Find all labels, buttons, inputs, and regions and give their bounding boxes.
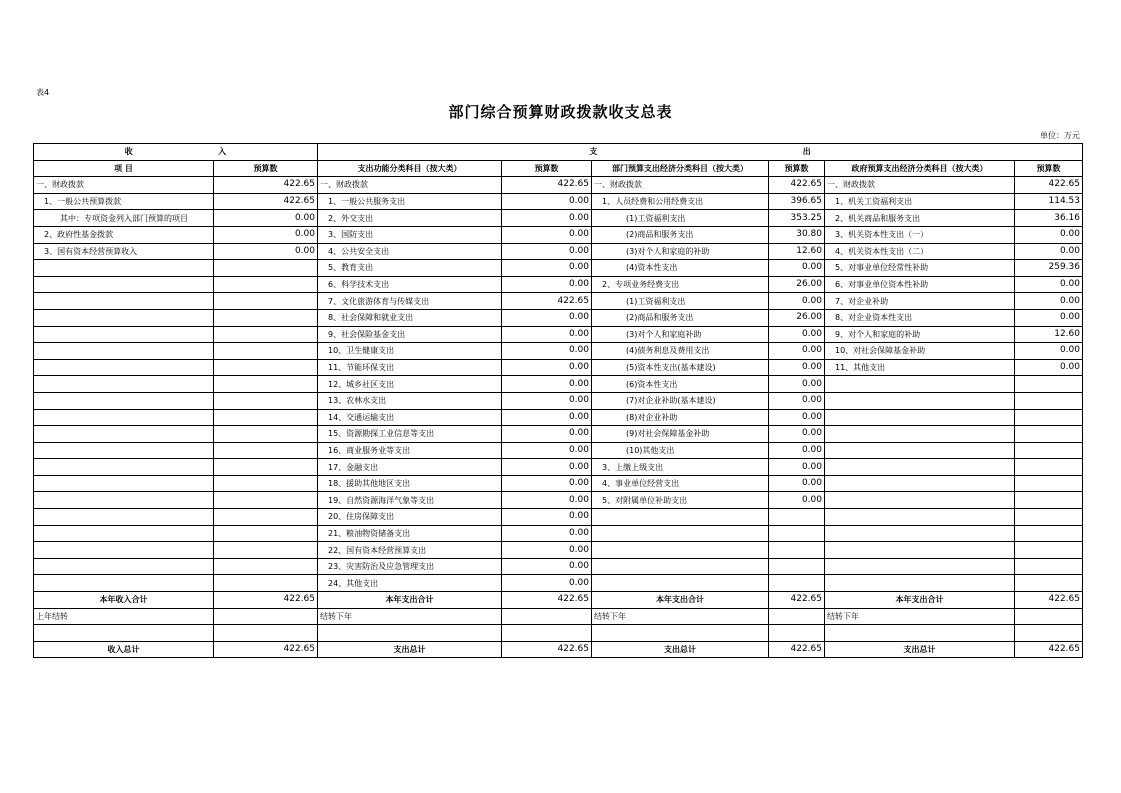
dept-econ-item: 3、上缴上级支出 [592,459,769,476]
dept-econ-item: (9)对社会保障基金补助 [592,426,769,443]
gov-econ-value: 36.16 [1015,210,1083,227]
gov-econ-item: 10、对社会保障基金补助 [825,343,1015,360]
blank-cell [502,625,592,642]
dept-econ-value: 0.00 [769,392,825,409]
gov-econ-item: 1、机关工资福利支出 [825,193,1015,210]
income-item [34,475,214,492]
gov-econ-item [825,558,1015,575]
dept-econ-value: 0.00 [769,409,825,426]
dept-econ-item [592,575,769,592]
dept-econ-value [769,525,825,542]
column-header-row [34,160,1083,177]
dept-econ-value: 30.80 [769,226,825,243]
gov-econ-value [1015,575,1083,592]
expense-total-label-3: 本年支出合计 [825,592,1015,609]
blank-cell [769,625,825,642]
gov-econ-value [1015,459,1083,476]
dept-econ-value: 0.00 [769,359,825,376]
income-item [34,260,214,277]
gov-econ-item [825,376,1015,393]
dept-econ-item: (2)商品和服务支出 [592,309,769,326]
expense-grand-label-1: 支出总计 [318,641,502,658]
gov-econ-value: 0.00 [1015,243,1083,260]
income-item [34,359,214,376]
expense-total-value-1: 422.65 [502,592,592,609]
dept-econ-item: (3)对个人和家庭补助 [592,326,769,343]
table-row [34,558,1083,575]
dept-econ-item [592,525,769,542]
table-row [34,359,1083,376]
dept-econ-value: 396.65 [769,193,825,210]
expense-char-2: 出 [802,147,811,157]
function-item: 21、粮油物资储备支出 [318,525,502,542]
gov-econ-item [825,542,1015,559]
table-row [34,575,1083,592]
gov-econ-item [825,509,1015,526]
function-value: 0.00 [502,475,592,492]
col-budget-header-3: 预算数 [769,160,825,177]
function-item: 3、国防支出 [318,226,502,243]
table-row [34,509,1083,526]
function-item: 1、一般公共服务支出 [318,193,502,210]
income-item [34,558,214,575]
income-item [34,426,214,443]
income-value [214,558,318,575]
function-value: 0.00 [502,376,592,393]
income-value: 422.65 [214,177,318,194]
function-value: 422.65 [502,293,592,310]
dept-econ-value: 422.65 [769,177,825,194]
income-item: 其中：专项资金列入部门预算的项目 [34,210,214,227]
dept-econ-value: 12.60 [769,243,825,260]
next-year-carry-label-2: 结转下年 [592,608,769,625]
annual-total-row [34,592,1083,609]
function-item: 16、商业服务业等支出 [318,442,502,459]
table-row [34,542,1083,559]
table-row [34,459,1083,476]
income-section-header [34,144,318,161]
income-item [34,376,214,393]
table-number: 表4 [36,88,50,97]
gov-econ-value [1015,409,1083,426]
dept-econ-value [769,542,825,559]
table-row [34,309,1083,326]
gov-econ-value [1015,426,1083,443]
income-value: 0.00 [214,243,318,260]
function-item: 12、城乡社区支出 [318,376,502,393]
function-item: 17、金融支出 [318,459,502,476]
gov-econ-value [1015,442,1083,459]
dept-econ-value: 0.00 [769,459,825,476]
gov-econ-value: 0.00 [1015,309,1083,326]
blank-cell [825,625,1015,642]
function-item: 11、节能环保支出 [318,359,502,376]
income-value [214,426,318,443]
function-item: 9、社会保险基金支出 [318,326,502,343]
function-item: 19、自然资源海洋气象等支出 [318,492,502,509]
income-value [214,260,318,277]
expense-char-1: 支 [589,147,598,157]
section-header-row [34,144,1083,161]
table-row [34,409,1083,426]
unit-label: 单位：万元 [1040,131,1080,140]
dept-econ-item [592,509,769,526]
gov-econ-item [825,409,1015,426]
dept-econ-item: (2)商品和服务支出 [592,226,769,243]
income-item [34,509,214,526]
gov-econ-value: 0.00 [1015,276,1083,293]
table-row [34,226,1083,243]
income-value: 0.00 [214,226,318,243]
gov-econ-item [825,525,1015,542]
expense-total-value-2: 422.65 [769,592,825,609]
function-item: 4、公共安全支出 [318,243,502,260]
gov-econ-item [825,492,1015,509]
page-title: 部门综合预算财政拨款收支总表 [448,103,673,121]
income-item [34,326,214,343]
income-value [214,542,318,559]
gov-econ-value [1015,376,1083,393]
income-value [214,575,318,592]
carry-over-row [34,608,1083,625]
expense-total-label-1: 本年支出合计 [318,592,502,609]
gov-econ-item [825,459,1015,476]
function-value: 0.00 [502,459,592,476]
income-item [34,293,214,310]
blank-cell [34,625,214,642]
income-item: 2、政府性基金拨款 [34,226,214,243]
function-value: 0.00 [502,426,592,443]
last-year-carry-label: 上年结转 [34,608,214,625]
income-value [214,376,318,393]
dept-econ-value: 0.00 [769,442,825,459]
gov-econ-value: 114.53 [1015,193,1083,210]
dept-econ-item: 2、专项业务经费支出 [592,276,769,293]
income-item: 3、国有资本经营预算收入 [34,243,214,260]
income-value [214,392,318,409]
income-total-label: 本年收入合计 [34,592,214,609]
gov-econ-item [825,392,1015,409]
gov-econ-item: 8、对企业资本性支出 [825,309,1015,326]
table-row [34,243,1083,260]
col-budget-header-2: 预算数 [502,160,592,177]
income-value [214,359,318,376]
col-gov-econ-class-header: 政府预算支出经济分类科目（按大类） [825,160,1015,177]
col-budget-header-4: 预算数 [1015,160,1083,177]
gov-econ-item: 7、对企业补助 [825,293,1015,310]
table-row [34,426,1083,443]
income-value [214,326,318,343]
next-year-carry-label-1: 结转下年 [318,608,502,625]
table-row [34,326,1083,343]
gov-econ-value: 0.00 [1015,293,1083,310]
function-value: 0.00 [502,243,592,260]
income-value [214,442,318,459]
next-year-carry-value-2 [769,608,825,625]
dept-econ-item: (7)对企业补助(基本建设) [592,392,769,409]
function-value: 0.00 [502,260,592,277]
income-item [34,442,214,459]
dept-econ-item: 5、对附属单位补助支出 [592,492,769,509]
gov-econ-value [1015,492,1083,509]
income-item: 1、一般公共预算拨款 [34,193,214,210]
dept-econ-value: 26.00 [769,309,825,326]
function-item: 7、文化旅游体育与传媒支出 [318,293,502,310]
blank-cell [214,625,318,642]
gov-econ-value [1015,542,1083,559]
income-grand-value: 422.65 [214,641,318,658]
blank-cell [592,625,769,642]
gov-econ-item: 9、对个人和家庭的补助 [825,326,1015,343]
gov-econ-value: 259.36 [1015,260,1083,277]
gov-econ-value [1015,525,1083,542]
function-item: 8、社会保障和就业支出 [318,309,502,326]
dept-econ-value: 353.25 [769,210,825,227]
function-value: 0.00 [502,210,592,227]
dept-econ-value [769,558,825,575]
next-year-carry-label-3: 结转下年 [825,608,1015,625]
income-item [34,309,214,326]
income-value [214,459,318,476]
table-row [34,177,1083,194]
income-value [214,276,318,293]
function-value: 0.00 [502,442,592,459]
dept-econ-item: (5)资本性支出(基本建设) [592,359,769,376]
function-value: 0.00 [502,525,592,542]
gov-econ-value [1015,509,1083,526]
gov-econ-value [1015,558,1083,575]
dept-econ-item: (4)债务利息及费用支出 [592,343,769,360]
function-value: 0.00 [502,575,592,592]
table-row [34,343,1083,360]
function-item: 一、财政拨款 [318,177,502,194]
income-item [34,392,214,409]
dept-econ-value [769,509,825,526]
function-value: 0.00 [502,193,592,210]
function-item: 15、资源勘探工业信息等支出 [318,426,502,443]
function-value: 0.00 [502,276,592,293]
dept-econ-item: 1、人员经费和公用经费支出 [592,193,769,210]
col-budget-header-1: 预算数 [214,160,318,177]
income-item [34,542,214,559]
dept-econ-item: (4)资本性支出 [592,260,769,277]
income-total-value: 422.65 [214,592,318,609]
income-value [214,343,318,360]
function-value: 0.00 [502,409,592,426]
function-item: 22、国有资本经营预算支出 [318,542,502,559]
gov-econ-item: 5、对事业单位经常性补助 [825,260,1015,277]
gov-econ-item: 6、对事业单位资本性补助 [825,276,1015,293]
income-grand-label: 收入总计 [34,641,214,658]
table-row [34,492,1083,509]
dept-econ-item: 一、财政拨款 [592,177,769,194]
income-value [214,492,318,509]
dept-econ-item: (8)对企业补助 [592,409,769,426]
function-item: 2、外交支出 [318,210,502,227]
next-year-carry-value-3 [1015,608,1083,625]
gov-econ-item [825,426,1015,443]
expense-grand-value-2: 422.65 [769,641,825,658]
grand-total-row [34,641,1083,658]
income-value: 422.65 [214,193,318,210]
dept-econ-value: 0.00 [769,326,825,343]
dept-econ-item: 4、事业单位经营支出 [592,475,769,492]
dept-econ-value: 0.00 [769,376,825,393]
income-char-1: 收 [124,147,133,157]
function-item: 20、住房保障支出 [318,509,502,526]
expense-grand-value-1: 422.65 [502,641,592,658]
expense-section-header [318,144,1083,161]
income-item: 一、财政拨款 [34,177,214,194]
function-item: 24、其他支出 [318,575,502,592]
gov-econ-item [825,442,1015,459]
dept-econ-item: (6)资本性支出 [592,376,769,393]
table-row [34,376,1083,393]
gov-econ-item: 2、机关商品和服务支出 [825,210,1015,227]
col-dept-econ-class-header: 部门预算支出经济分类科目（按大类） [592,160,769,177]
dept-econ-item: (10)其他支出 [592,442,769,459]
gov-econ-value: 12.60 [1015,326,1083,343]
dept-econ-item: (1)工资福利支出 [592,293,769,310]
table-row [34,442,1083,459]
dept-econ-value: 0.00 [769,343,825,360]
income-char-2: 入 [218,147,227,157]
function-item: 13、农林水支出 [318,392,502,409]
function-item: 10、卫生健康支出 [318,343,502,360]
expense-grand-value-3: 422.65 [1015,641,1083,658]
dept-econ-item: (3)对个人和家庭的补助 [592,243,769,260]
function-value: 0.00 [502,509,592,526]
blank-cell [1015,625,1083,642]
table-row [34,193,1083,210]
table-row [34,260,1083,277]
gov-econ-item: 11、其他支出 [825,359,1015,376]
function-value: 0.00 [502,492,592,509]
income-item [34,276,214,293]
gov-econ-item [825,475,1015,492]
function-value: 0.00 [502,542,592,559]
income-item [34,525,214,542]
blank-row [34,625,1083,642]
function-value: 0.00 [502,326,592,343]
dept-econ-item [592,558,769,575]
income-item [34,343,214,360]
function-value: 422.65 [502,177,592,194]
function-value: 0.00 [502,359,592,376]
gov-econ-value: 0.00 [1015,359,1083,376]
function-item: 5、教育支出 [318,260,502,277]
dept-econ-value: 0.00 [769,492,825,509]
gov-econ-item [825,575,1015,592]
income-item [34,409,214,426]
income-value [214,525,318,542]
budget-table [33,143,1083,658]
dept-econ-value: 0.00 [769,293,825,310]
expense-total-label-2: 本年支出合计 [592,592,769,609]
gov-econ-item: 3、机关资本性支出（一） [825,226,1015,243]
expense-grand-label-2: 支出总计 [592,641,769,658]
table-row [34,475,1083,492]
table-row [34,525,1083,542]
function-value: 0.00 [502,392,592,409]
expense-grand-label-3: 支出总计 [825,641,1015,658]
function-value: 0.00 [502,343,592,360]
col-item-header: 项 目 [34,160,214,177]
function-item: 6、科学技术支出 [318,276,502,293]
income-value [214,409,318,426]
income-value [214,475,318,492]
dept-econ-value: 26.00 [769,276,825,293]
next-year-carry-value-1 [502,608,592,625]
income-value [214,509,318,526]
dept-econ-value: 0.00 [769,475,825,492]
gov-econ-value [1015,475,1083,492]
income-item [34,492,214,509]
gov-econ-value [1015,392,1083,409]
income-item [34,575,214,592]
dept-econ-item [592,542,769,559]
gov-econ-value: 0.00 [1015,226,1083,243]
table-row [34,276,1083,293]
income-value [214,293,318,310]
table-row [34,210,1083,227]
dept-econ-value: 0.00 [769,426,825,443]
function-value: 0.00 [502,309,592,326]
gov-econ-value: 422.65 [1015,177,1083,194]
dept-econ-value: 0.00 [769,260,825,277]
gov-econ-item: 一、财政拨款 [825,177,1015,194]
function-item: 14、交通运输支出 [318,409,502,426]
col-function-class-header: 支出功能分类科目（按大类） [318,160,502,177]
table-row [34,293,1083,310]
dept-econ-value [769,575,825,592]
income-value: 0.00 [214,210,318,227]
last-year-carry-value [214,608,318,625]
function-value: 0.00 [502,558,592,575]
expense-total-value-3: 422.65 [1015,592,1083,609]
dept-econ-item: (1)工资福利支出 [592,210,769,227]
function-item: 23、灾害防治及应急管理支出 [318,558,502,575]
function-item: 18、援助其他地区支出 [318,475,502,492]
table-row [34,392,1083,409]
income-value [214,309,318,326]
function-value: 0.00 [502,226,592,243]
blank-cell [318,625,502,642]
gov-econ-item: 4、机关资本性支出（二） [825,243,1015,260]
gov-econ-value: 0.00 [1015,343,1083,360]
income-item [34,459,214,476]
